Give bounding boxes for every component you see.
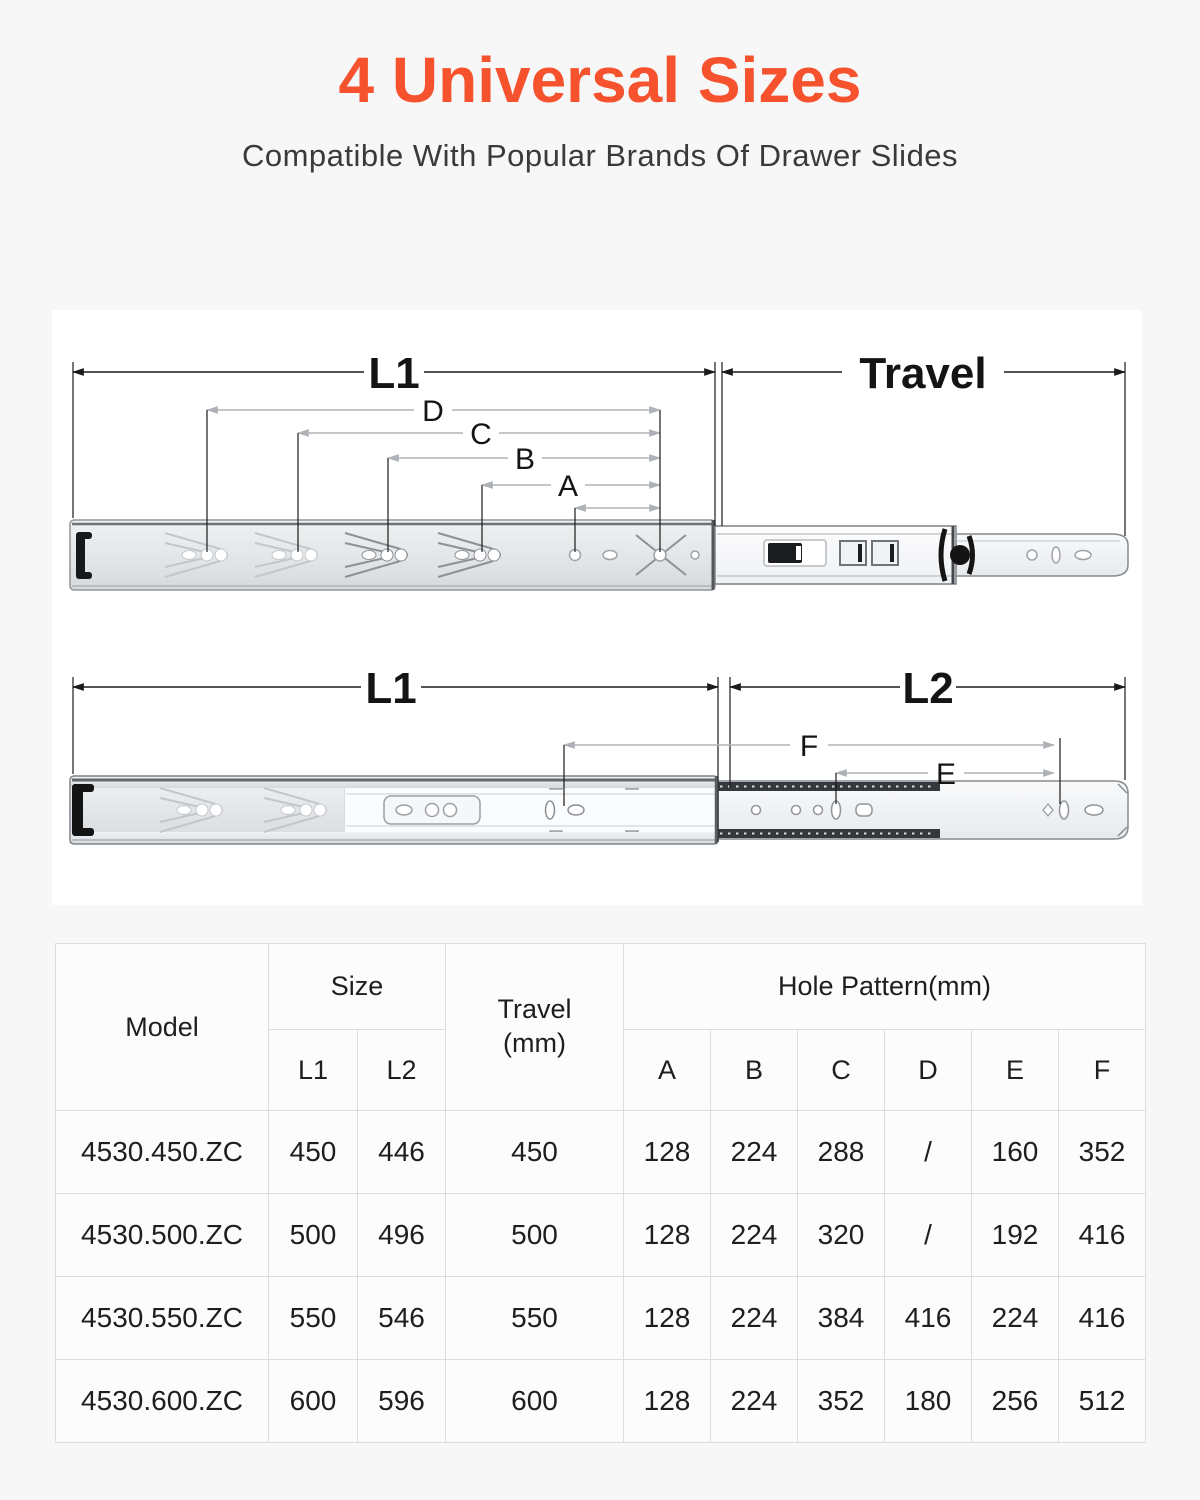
l1-cell: 600 bbox=[269, 1360, 358, 1443]
f-cell: 416 bbox=[1059, 1194, 1146, 1277]
table-row bbox=[56, 1194, 1146, 1277]
travel-unit: (mm) bbox=[503, 1028, 566, 1058]
model-cell: 4530.450.ZC bbox=[56, 1111, 269, 1194]
l2-cell: 496 bbox=[358, 1194, 446, 1277]
col-header-l1: L1 bbox=[269, 1030, 358, 1111]
b-cell: 224 bbox=[711, 1111, 798, 1194]
a-cell: 128 bbox=[624, 1111, 711, 1194]
table-row bbox=[56, 1277, 1146, 1360]
l2-cell: 596 bbox=[358, 1360, 446, 1443]
e-cell: 224 bbox=[972, 1277, 1059, 1360]
col-header-d: D bbox=[885, 1030, 972, 1111]
slide-diagram-closed bbox=[70, 664, 1128, 844]
col-header-hole-pattern: Hole Pattern(mm) bbox=[624, 944, 1146, 1030]
dim-travel bbox=[722, 349, 1125, 536]
model-cell: 4530.550.ZC bbox=[56, 1277, 269, 1360]
e-cell: 192 bbox=[972, 1194, 1059, 1277]
page-title: 4 Universal Sizes bbox=[338, 44, 862, 116]
dim-label-l2: L2 bbox=[902, 664, 954, 713]
l2-cell: 546 bbox=[358, 1277, 446, 1360]
c-cell: 320 bbox=[798, 1194, 885, 1277]
drawer-slide-diagrams bbox=[52, 310, 1142, 905]
d-cell: / bbox=[885, 1111, 972, 1194]
l2-cell: 446 bbox=[358, 1111, 446, 1194]
col-header-e: E bbox=[972, 1030, 1059, 1111]
model-cell: 4530.600.ZC bbox=[56, 1360, 269, 1443]
d-cell: 180 bbox=[885, 1360, 972, 1443]
slide-diagram-extended bbox=[70, 349, 1128, 590]
f-cell: 352 bbox=[1059, 1111, 1146, 1194]
f-cell: 416 bbox=[1059, 1277, 1146, 1360]
col-header-c: C bbox=[798, 1030, 885, 1111]
page-subtitle: Compatible With Popular Brands Of Drawer Slides bbox=[241, 138, 959, 173]
dim-l1-extended bbox=[73, 349, 715, 526]
col-header-travel bbox=[446, 944, 624, 1111]
travel-cell: 450 bbox=[446, 1111, 624, 1194]
a-cell: 128 bbox=[624, 1277, 711, 1360]
l1-cell: 500 bbox=[269, 1194, 358, 1277]
b-cell: 224 bbox=[711, 1194, 798, 1277]
c-cell: 352 bbox=[798, 1360, 885, 1443]
col-header-model: Model bbox=[56, 944, 269, 1111]
spec-table bbox=[55, 943, 1146, 1443]
d-cell: 416 bbox=[885, 1277, 972, 1360]
col-header-a: A bbox=[624, 1030, 711, 1111]
dim-label-f: F bbox=[799, 730, 819, 763]
dim-label-travel: Travel bbox=[859, 349, 987, 398]
l1-cell: 550 bbox=[269, 1277, 358, 1360]
c-cell: 384 bbox=[798, 1277, 885, 1360]
dim-label-b: B bbox=[514, 443, 536, 476]
travel-label: Travel bbox=[497, 994, 572, 1025]
b-cell: 224 bbox=[711, 1277, 798, 1360]
col-header-l2: L2 bbox=[358, 1030, 446, 1111]
c-cell: 288 bbox=[798, 1111, 885, 1194]
col-header-size: Size bbox=[269, 944, 446, 1030]
dim-label-l1: L1 bbox=[368, 349, 420, 398]
b-cell: 224 bbox=[711, 1360, 798, 1443]
dim-label-a: A bbox=[557, 470, 579, 503]
col-header-f: F bbox=[1059, 1030, 1146, 1111]
d-cell: / bbox=[885, 1194, 972, 1277]
l1-cell: 450 bbox=[269, 1111, 358, 1194]
page-header bbox=[0, 0, 1200, 174]
dim-label-d: D bbox=[422, 395, 444, 428]
dim-l2 bbox=[730, 664, 1125, 788]
dim-label-e: E bbox=[935, 758, 957, 791]
table-row bbox=[56, 1111, 1146, 1194]
travel-cell: 600 bbox=[446, 1360, 624, 1443]
f-cell: 512 bbox=[1059, 1360, 1146, 1443]
travel-cell: 550 bbox=[446, 1277, 624, 1360]
dim-label-c: C bbox=[470, 418, 492, 451]
col-header-b: B bbox=[711, 1030, 798, 1111]
travel-cell: 500 bbox=[446, 1194, 624, 1277]
a-cell: 128 bbox=[624, 1194, 711, 1277]
dim-label-l1: L1 bbox=[365, 664, 417, 713]
diagram-panel bbox=[52, 310, 1142, 905]
a-cell: 128 bbox=[624, 1360, 711, 1443]
e-cell: 160 bbox=[972, 1111, 1059, 1194]
e-cell: 256 bbox=[972, 1360, 1059, 1443]
model-cell: 4530.500.ZC bbox=[56, 1194, 269, 1277]
table-row bbox=[56, 1360, 1146, 1443]
